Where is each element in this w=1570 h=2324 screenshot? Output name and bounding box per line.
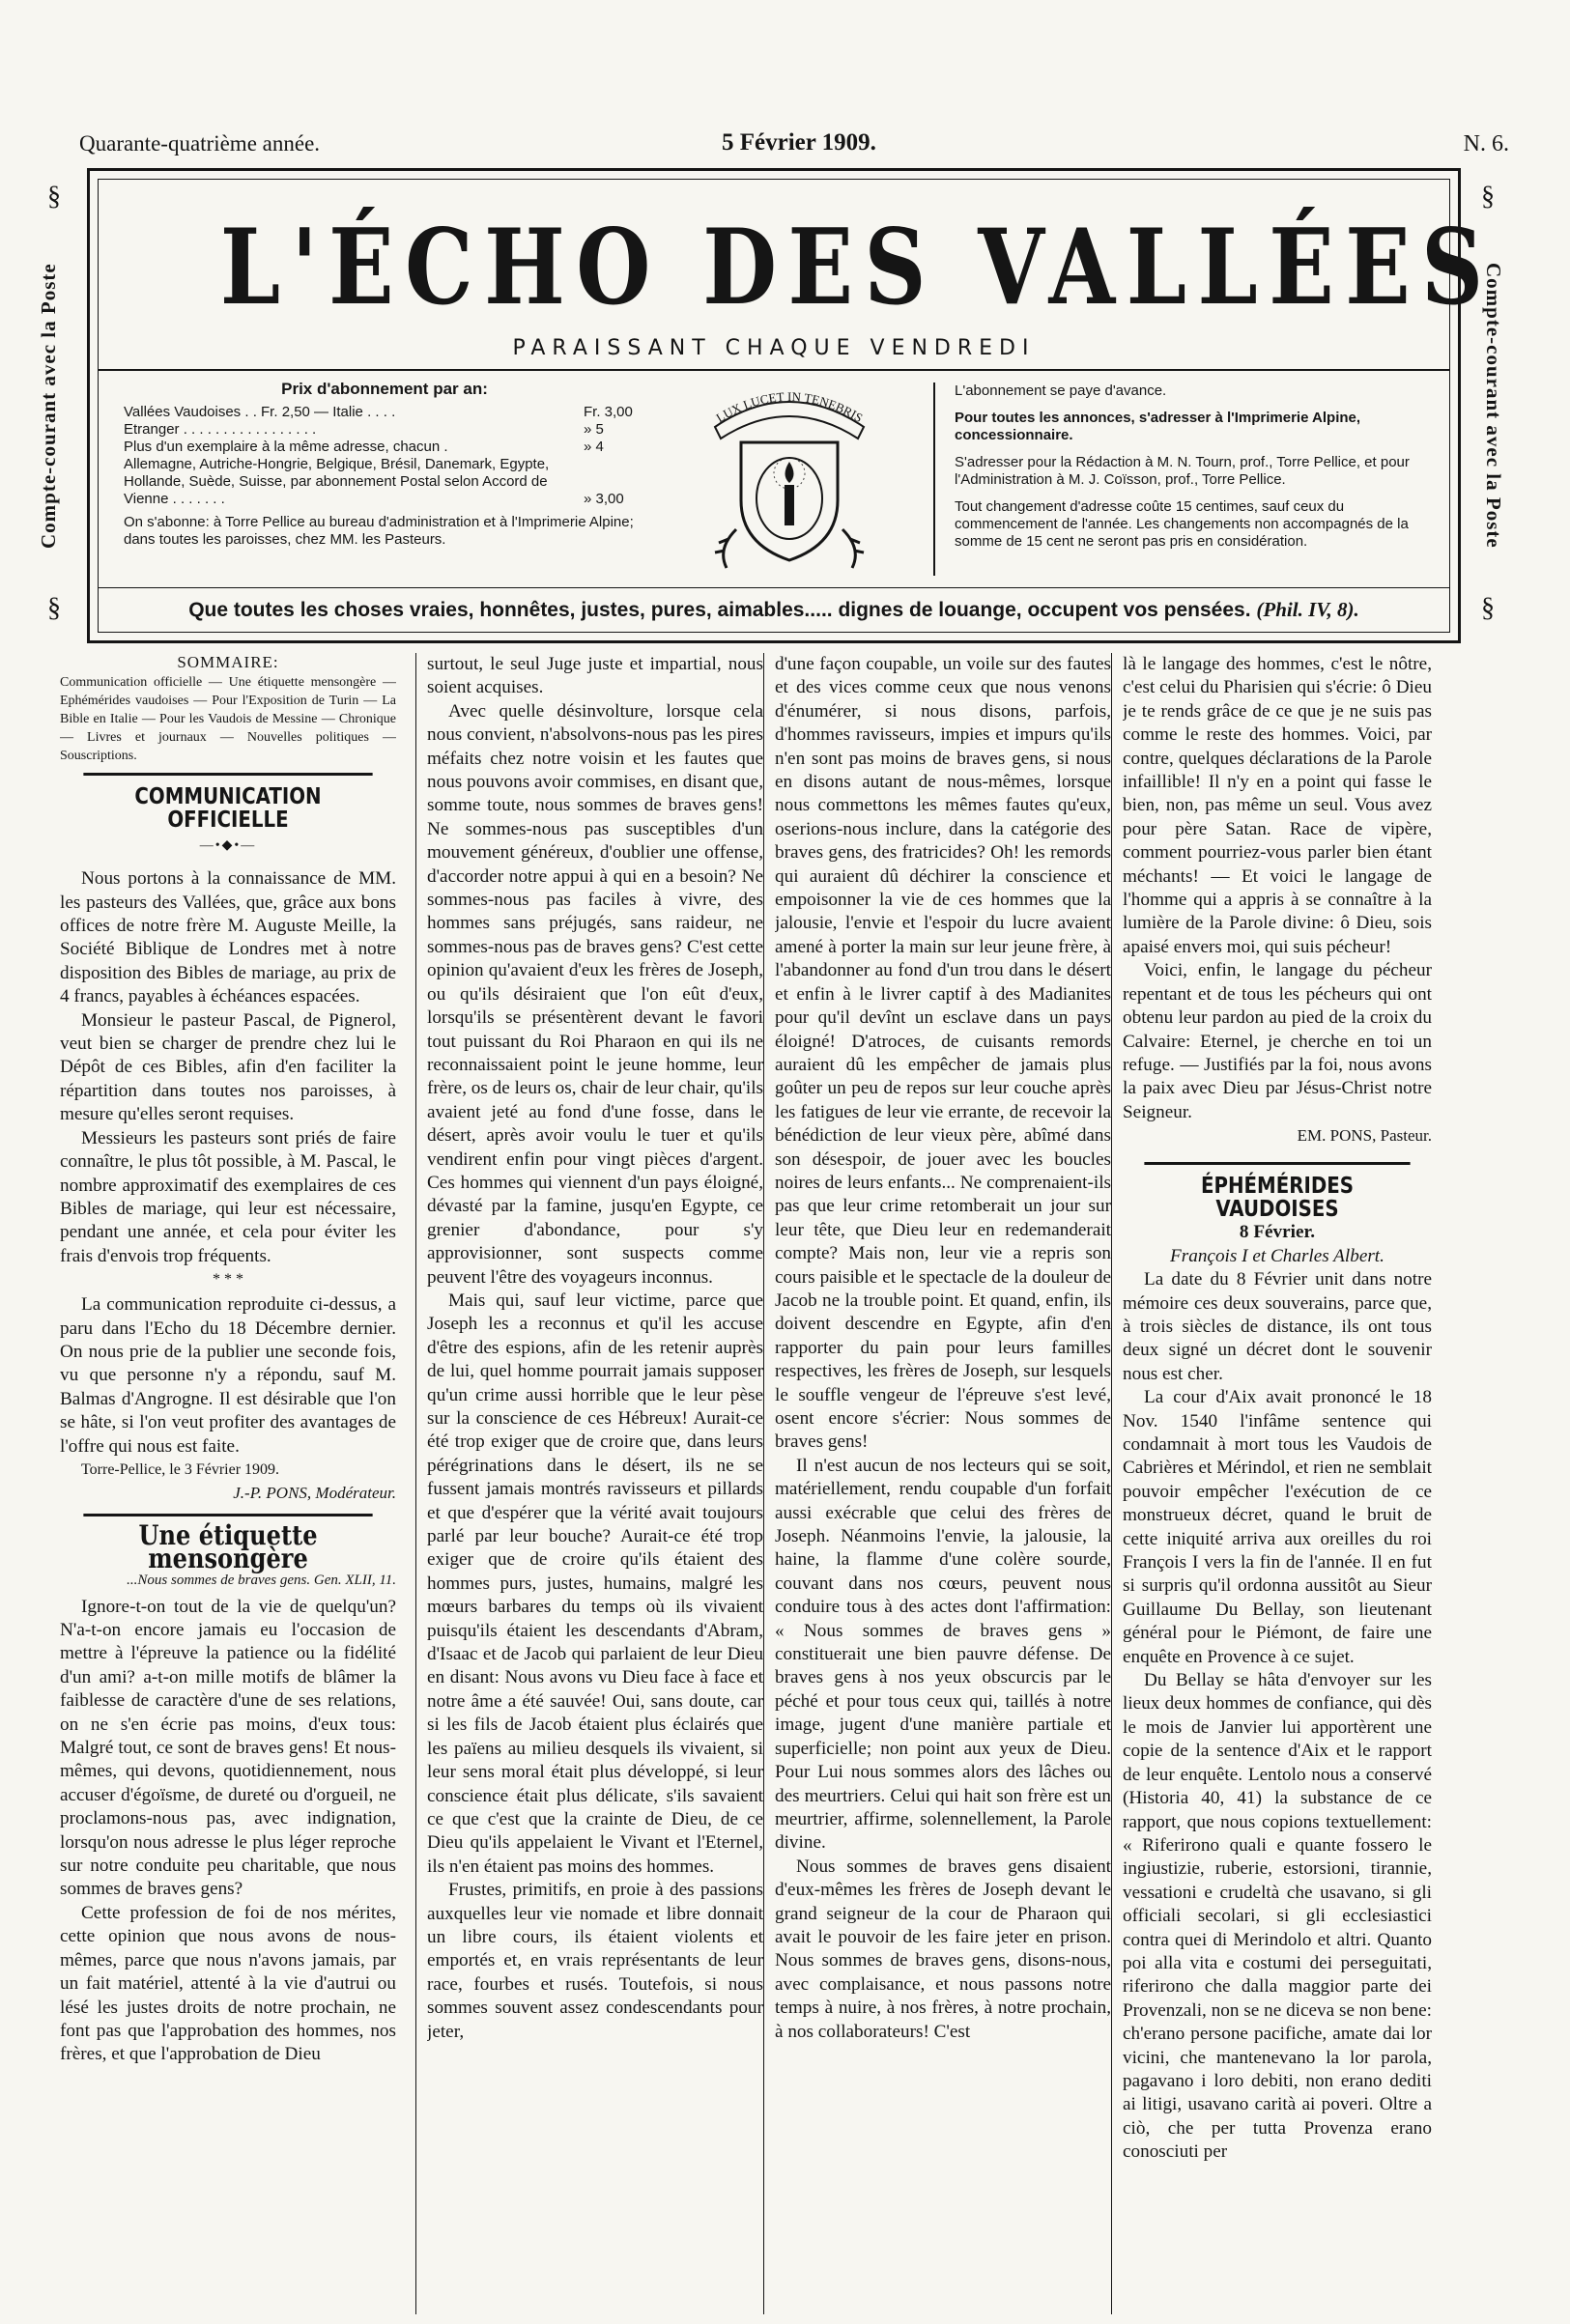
asterism: * * * [213,1271,243,1289]
paragraph: La communication reproduite ci-dessus, a paru dans l'Echo du 18 Décembre dernier. On nous prie de la publier une seconde fois, vu que personne n'y a répondu, sauf M. Balmas d'Angrogne. Il est désirable que l'on se hâte, si l'on veut profiter des avantages de l'offre qui nous est faite. [60,1294,396,1457]
paragraph: Messieurs les pasteurs sont priés de faire connaître, le plus tôt possible, à M. Pascal, le nombre approximatif des exemplaires de ces Bibles de mariage, qui leur est nécessaire, pendant une année, et cela pour éviter les frais d'envois trop fréquents. [60,1127,396,1266]
paragraph: Du Bellay se hâta d'envoyer sur les lieux deux hommes de confiance, qui dès le mois de Janvier lui apportèrent une copie de la sentence d'Aix et le rapport de leur enquête. Lentolo nous a conservé (Historia 40, 41) la substance de ce rapport, que nous copions textuellement: « Riferirono quali e quante fossero le ingiustizie, ruberie, estorsioni, tirannie, vessationi e crudeltà che usavano, si gli officiali secolari, si gli ecclesiastici contra quei di Merindolo et altri. Quanto poi alla vita e costumi dei perseguitati, riferirono che dalla maggior parte dei Provenzali, non se ne diceva se non bene: ch'erano persone pacifiche, amate dai lor vicini, che mantenevano la lor parola, pagavano i loro debiti, non erano dediti ai litigi, usavano carità ai poveri. Oltre a ciò, che per tutta Provenza erano conosciuti per [1123,1670,1432,2163]
paragraph: Ignore-t-on tout de la vie de quelqu'un? N'a-t-on encore jamais eu l'occasion de mettre à l'épreuve la patience ou la fidélité d'un ami? a-t-on mille motifs de blâmer la faiblesse de caractère d'une de ses relations, on ne s'en écrie pas moins, d'eux tous: Malgré tout, ce sont de braves gens! Et nous-mêmes, qui devons, quotidiennement, nous accuser d'égoïsme, de dureté ou d'orgueil, ne proclamons-nous pas, avec indignation, lorsqu'on nous adresse le plus léger reproche sur notre conduite peu charitable, que nous sommes de braves gens? [60,1596,396,1900]
paragraph: Il n'est aucun de nos lecteurs qui se soit, matériellement, rendu coupable d'un forfait aussi exécrable que celui des frères de Joseph. Néanmoins l'envie, la jalousie, la haine, la flamme d'une colère sourde, couvant dans nos cœurs, peuvent nous conduire tous à des actes dont l'affirmation: « Nous sommes de braves gens » constituerait une bien pauvre défense. De braves gens à nos yeux obscurcis par le péché et pour tous ceux qui, taillés à notre image, jugent d'une manière partiale et superficielle; non point aux yeux de Dieu. Pour Lui nous sommes alors des lâches ou des meurtriers. Celui qui hait son frère est un meurtrier, affirme, solennellement, la Parole divine. [775,1455,1111,1854]
paragraph: Cette profession de foi de nos mérites, cette opinion que nous avons de nous-mêmes, parce que nous n'avons jamais, par un fait matériel, attenté à la vie d'autrui ou lésé les justes droits de notre prochain, ne font pas que l'approbation des hommes, nos frères, et que l'approbation de Dieu [60,1902,396,2065]
column-3 [775,653,1111,2314]
subscription-prices [124,381,645,549]
motto [99,587,1449,622]
paragraph: Nous portons à la connaissance de MM. les pasteurs des Vallées, que, grâce aux bons offices de notre frère M. Auguste Meille, la Société Biblique de Londres met à notre disposition des Bibles de mariage, au prix de 4 francs, payables à échéances espacées. [60,868,396,1007]
paragraph: surtout, le seul Juge juste et impartial, nous soient acquises. [427,654,763,698]
section-heading: COMMUNICATION OFFICIELLE [83,773,372,833]
candle-emblem-icon [698,384,881,578]
price-row: Plus d'un exemplaire à la même adresse, chacun . » 4 [124,439,604,455]
issue-date: 5 Février 1909. [722,129,876,156]
price-row: Etranger . . . . . . . . . . . . . . . . . » 5 [124,421,604,438]
year-label: Quarante-quatrième année. [79,131,321,156]
paragraph: d'une façon coupable, un voile sur des fautes et des vices comme ceux que nous venons d'énumérer, si nous disons, parfois, d'hommes ravisseurs, impies et impurs qu'ils n'en sont pas moins de braves gens, si nous en disons autant de nous-mêmes, lorsque nous commettons les mêmes fautes qu'eux, oserions-nous inclure, dans la catégorie des braves gens, des fratricides? Oh! les remords qui auraient dû déchirer la conscience et empoisonner la vie de ces hommes que la jalousie, l'envie et l'espoir du lucre avaient amené à porter la main sur leur jeune frère, à l'abandonner au fond d'un trou dans le désert et enfin à le livrer captif à des Madianites pour qu'il devînt un esclave dans un pays éloigné! D'atroces, de cuisants remords auraient dû les empêcher de jamais plus goûter un peu de repos sur leur couche après les fatigues de leur vie errante, de recevoir la bénédiction de leur vieux père, abîmé dans son désespoir, de jouer avec les boucles noires de leurs enfants... Ne comprenaient-ils pas que leur crime retomberait un jour sur leur tête, que Dieu leur en redemanderait compte? Mais non, leur vie a repris son cours paisible et le spectacle de la douleur de Jacob ne la trouble point. Et quand, enfin, ils doivent descendre en Egypte, afin d'en rapporter du pain pour leurs familles respectives, les frères de Joseph, sur lesquels le souffle vengeur de l'épreuve s'est levé, osent encore s'écrier: Nous sommes de braves gens! [775,654,1111,1453]
ephemeris-subtitle: François I et Charles Albert. [1170,1245,1384,1266]
newspaper-subtitle: PARAISSANT CHAQUE VENDREDI [512,336,1036,360]
paragraph: La cour d'Aix avait prononcé le 18 Nov. 1540 l'infâme sentence qui condamnait à mort tous les Vaudois de Cabrières et Mérindol, et rien ne semblait pouvoir empêcher l'exécution de ce monstrueux décret, quand le bruit de cette iniquité arriva aux oreilles du roi François I vers la fin de l'année. Il en fut si surpris qu'il ordonna aussitôt au Sieur Guillaume Du Bellay, son lieutenant général pour le Piémont, de faire une enquête en Provence à ce sujet. [1123,1387,1432,1667]
price-row: Vallées Vaudoises . . Fr. 2,50 — Italie . . . . Fr. 3,00 [124,404,633,420]
scroll-ornament-icon: § [1481,593,1495,623]
motto-text: Que toutes les choses vraies, honnêtes, justes, pures, aimables..... dignes de louange, occupent vos pensées. [188,599,1251,621]
column-1 [60,653,396,2314]
sommaire-heading: SOMMAIRE: [177,653,279,671]
top-line [79,131,1509,164]
column-2 [427,653,763,2314]
signature: EM. PONS, Pasteur. [1297,1126,1432,1146]
divider-ornament-icon: —•◆•— [199,837,257,853]
info-ads: Pour toutes les annonces, s'adresser à l'Imprimerie Alpine, concessionnaire. [955,410,1361,443]
waldensian-emblem [698,384,881,578]
side-label-text: Compte-courant avec la Poste [37,263,60,549]
paragraph: Avec quelle désinvolture, lorsque cela nous convient, n'absolvons-nous pas les pires méfaits chez notre voisin et les fautes que nous pouvons avoir commises, en disant que, somme toute, nous sommes de braves gens! Ne sommes-nous pas susceptibles d'un mouvement généreux, d'oublier une offense, d'accorder notre appui à qui en a besoin? Ne sommes-nous pas faciles à vivre, des hommes sans préjugés, sans raideur, ne sommes-nous pas de braves gens? C'est cette opinion qu'avaient d'eux les frères de Joseph, ou qu'ils désiraient que l'on eût d'eux, lorsqu'ils se présentèrent devant le favori tout puissant du Roi Pharaon en qui ils ne reconnaissaient point le jeune homme, leur frère, os de leurs os, chair de leur chair, qu'ils avaient jeté au fond d'une fosse, dans le désert, après avoir voulu le tuer et qu'ils vendirent enfin pour vingt pièces d'argent. Ces hommes qui viennent d'un pays éloigné, dévasté par la famine, jusqu'en Egypte, ce grenier d'abondance, pour s'y approvisionner, sont suspects comme peuvent l'être des voyageurs inconnus. [427,700,763,1288]
info-address: S'adresser pour la Rédaction à M. N. Tourn, prof., Torre Pellice, et pour l'Administration à M. J. Coïsson, prof., Torre Pellice. [955,454,1410,488]
paragraph: Frustes, primitifs, en proie à des passions auxquelles leur vie nomade et libre donnait un libre cours, ils étaient violents et emportés et, en vrais représentants de leur race, fourbes et rusés. Toutefois, si nous sommes souvent assez condescendants pour jeter, [427,1880,763,2042]
subscription-heading: Prix d'abonnement par an: [281,380,488,398]
newspaper-title: L'ÉCHO DES VALLÉES [219,207,1495,328]
section-heading: ÉPHÉMÉRIDES VAUDOISES [1144,1162,1410,1222]
paragraph: Voici, enfin, le langage du pécheur repentant et de tous les pécheurs qui ont obtenu leur pardon au pied de la croix du Calvaire: Eternel, je cherche en toi un refuge. — Justifiés par la foi, nous avons la paix avec Dieu par Jésus-Christ notre Seigneur. [1123,960,1432,1122]
info-change: Tout changement d'adresse coûte 15 centimes, sauf ceux du commencement de l'année. Les changements non accompagnés de la somme de 15 cent ne seront pas pris en considération. [955,498,1409,550]
sommaire [60,653,396,765]
column-4 [1123,653,1432,2314]
motto-reference: (Phil. IV, 8). [1256,598,1359,621]
scroll-ornament-icon: § [1481,182,1495,212]
paragraph: Mais qui, sauf leur victime, parce que Joseph les a reconnus et qu'il les accuse d'être des espions, afin de les retenir auprès de lui, quel homme pourrait jamais supposer qu'un crime aussi horrible que le leur pèse sur la conscience de ces Hébreux! Aurait-ce été trop exiger que de croire que, dans leurs pérégrinations dans le désert, ils ne se fussent jamais montrés ravisseurs et pillards et que d'espérer que la vérité avait toujours parlé par leur bouche? Aurait-ce été trop exiger que de croire qu'ils étaient des hommes purs, justes, humains, malgré les mœurs barbares du temps où ils vivaient puisqu'ils étaient les descendants d'Abram, d'Isaac et de Jacob qui parlaient de leur Dieu en disant: Nous avons vu Dieu face à face et notre âme a été sauvée! Oui, sans doute, car si les fils de Jacob étaient plus éclairés que les païens au milieu desquels ils vivaient, si leur sens moral était plus développé, si leur conscience était plus délicate, s'ils savaient ce que c'est que la crainte de Dieu, de ce Dieu qu'ils appelaient le Vivant et l'Eternel, ils n'en étaient pas moins des hommes. [427,1290,763,1877]
ephemeris-date: 8 Février. [1239,1222,1316,1243]
paragraph: là le langage des hommes, c'est le nôtre, c'est celui du Pharisien qui s'écrie: ô Dieu je te rends grâce de ce que je ne suis pas comme le reste des hommes. Voici, par contre, quelques déclarations de la Parole infaillible! Il n'y en a point qui fasse le bien, non, pas même un seul. Vous avez pour père Satan. Race de vipère, comment pourriez-vous parler bien étant méchants! — Et voici le langage de l'homme qui a appris à se connaître à la lumière de la Parole divine: ô Dieu, sois apaisé envers moi, qui suis pécheur! [1123,654,1432,957]
epigraph: ...Nous sommes de braves gens. Gen. XLII, 11. [127,1572,396,1588]
emblem-motto: LUX LUCET IN TENEBRIS [713,388,866,426]
price-row: Allemagne, Autriche-Hongrie, Belgique, Brésil, Danemark, Egypte, Hollande, Suède, Suisse, par abonnement Postal selon Accord de Vienne . . . . . . . » 3,00 [124,456,624,507]
side-label-text: Compte-courant avec la Poste [1482,263,1505,549]
dateline: Torre-Pellice, le 3 Février 1909. [81,1460,280,1478]
article-columns [60,653,1432,2314]
sommaire-text: Communication officielle — Une étiquette mensongère — Ephémérides vaudoises — Pour l'Exposition de Turin — La Bible en Italie — Pour les Vaudois de Messine — Chronique — Livres et journaux — Nouvelles politiques — Souscriptions. [60,675,396,763]
section-heading: Une étiquette mensongère [83,1514,372,1572]
svg-text:LUX LUCET IN TENEBRIS [713,389,865,425]
paragraph: Monsieur le pasteur Pascal, de Pignerol, veut bien se charger de prendre chez lui le Dépôt de ces Bibles, afin d'en faciliter la répartition dans toutes nos paroisses, à mesure qu'elles seront requises. [60,1009,396,1125]
signature: J.-P. PONS, Modérateur. [233,1484,396,1503]
publication-info [933,383,1449,576]
scroll-ornament-icon: § [47,182,61,212]
subscription-note: On s'abonne: à Torre Pellice au bureau d'administration et à l'Imprimerie Alpine; dans toutes les paroisses, chez MM. les Pasteurs. [124,514,634,548]
scroll-ornament-icon: § [47,593,61,623]
info-advance: L'abonnement se paye d'avance. [955,383,1167,399]
left-side-label [27,168,81,643]
paragraph: Nous sommes de braves gens disaient d'eux-mêmes les frères de Joseph devant le grand seigneur de la cour de Pharaon qui avait le pouvoir de les faire jeter en prison. Nous sommes de braves gens, disons-nous, avec complaisance, et nous passons notre temps à nuire, à nos frères, à notre prochain, à nos collaborateurs! C'est [775,1856,1111,2042]
issue-number: N. 6. [1463,131,1509,156]
paragraph: La date du 8 Février unit dans notre mémoire ces deux souverains, parce que, à trois siècles de distance, ils ont tous deux signé un décret dont le souvenir nous est cher. [1123,1269,1432,1384]
